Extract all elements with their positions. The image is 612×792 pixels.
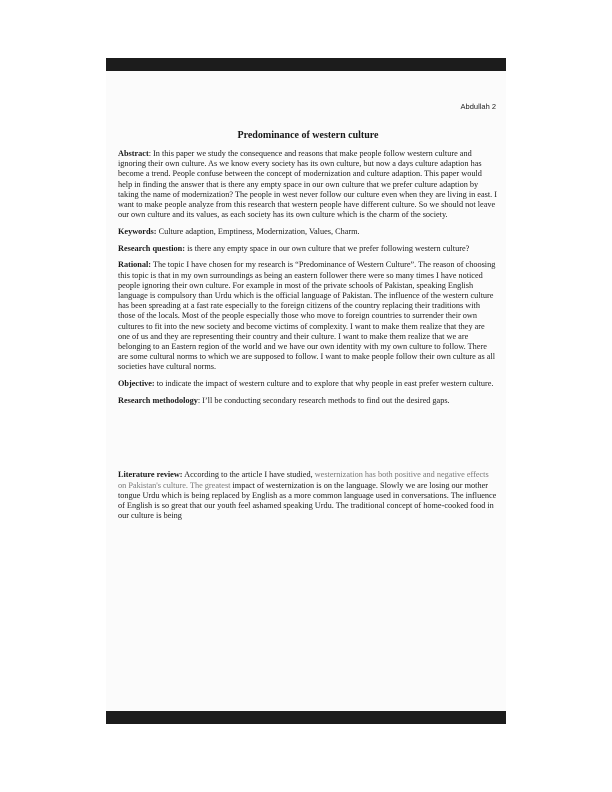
bottom-black-bar xyxy=(106,711,506,724)
rational-label: Rational: xyxy=(118,260,151,270)
keywords-text: Culture adaption, Emptiness, Modernization, Values, Charm. xyxy=(156,226,360,236)
running-head: Abdullah 2 xyxy=(460,102,496,111)
literature-review-text-b: impact of westernization is on the language. Slowly we are losing our mother tongue Urdu which is being replaced by English as a more common language used in conversations. The influence of English is so great that our youth feel ashamed speaking Urdu. The traditional concept of home-cooked food in our culture is being xyxy=(118,480,497,521)
methodology-label: Research methodology xyxy=(118,395,198,405)
literature-review-label: Literature review: xyxy=(118,470,183,480)
objective-paragraph xyxy=(118,379,498,389)
document-page xyxy=(106,71,506,711)
document-content xyxy=(118,130,498,528)
research-question-paragraph xyxy=(118,244,498,254)
keywords-paragraph xyxy=(118,227,498,237)
keywords-label: Keywords: xyxy=(118,226,157,236)
research-question-text: is there any empty space in our own culture that we prefer following western culture? xyxy=(185,243,470,253)
objective-text: to indicate the impact of western culture and to explore that why people in east prefer western culture. xyxy=(154,379,494,389)
rational-text: The topic I have chosen for my research is “Predominance of Western Culture”. The reason of choosing this topic is that in my own surroundings as being an eastern follower there were so many times I have noticed people ignoring their own culture. For example in most of the private schools of Pakistan, speaking English language is compulsory than Urdu which is the official language of Pakistan. The influence of the western culture has been spreading at a fast rate especially to the foreign citizens of the country replacing their traditions with those of the locals. Most of the people especially those who move to foreign countries to surrender their own cultures to fit into the new society and become victims of complexity. I want to make them realize that they are one of us and they are representing their country and their culture. I want to make them realize that we are belonging to an Eastern region of the world and we have our own identity with my own culture to follow. There are some cultural norms to which we are supposed to follow. I want to make people follow their own culture as all societies have cultural norms. xyxy=(118,260,496,372)
research-question-label: Research question: xyxy=(118,243,185,253)
abstract-text: : In this paper we study the consequence and reasons that make people follow western culture and ignoring their own culture. As we know every society has its own culture, but now a days culture adaption has become a trend. People confuse between the concept of modernization and culture adaption. This paper would help in finding the answer that is there any empty space in our own culture that we prefer culture adaption by taking the name of modernization? The people in west never follow our culture even when they are living in east. I want to make people analyze from this research that western people have different culture. So we should not leave our own culture and its values, as each society has its own culture which is the charm of the society. xyxy=(118,149,497,220)
objective-label: Objective: xyxy=(118,379,155,389)
literature-review-text-a: According to the article I have studied, xyxy=(182,470,315,480)
abstract-label: Abstract xyxy=(118,149,149,158)
literature-review-paragraph xyxy=(118,470,498,521)
methodology-text: : I’ll be conducting secondary research methods to find out the desired gaps. xyxy=(197,395,450,405)
rational-paragraph xyxy=(118,260,498,372)
page-title: Predominance of western culture xyxy=(237,130,379,141)
abstract-paragraph xyxy=(118,149,498,220)
methodology-paragraph xyxy=(118,396,498,406)
top-black-bar xyxy=(106,58,506,71)
literature-review-quoted-text: westernization has both positive and negative effects on Pakistan's culture. The greatest xyxy=(118,470,489,490)
blank-space xyxy=(118,412,498,470)
